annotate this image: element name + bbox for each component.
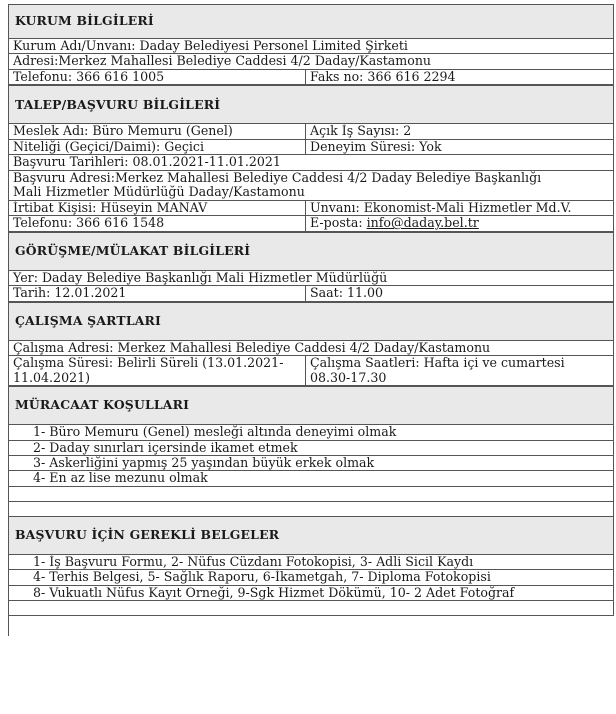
section-header-muracaat: [8, 386, 614, 424]
spacer: [8, 616, 614, 636]
list-item: [8, 471, 614, 486]
table-row: [8, 155, 614, 170]
kurum-adres: Adresi:Merkez Mahallesi Belediye Caddesi 4/2 Daday/Kastamonu: [13, 54, 432, 69]
belge-item-2: 4- Terhis Belgesi, 5- Sağlık Raporu, 6-İkametgah, 7- Diploma Fotokopisi: [33, 570, 491, 585]
unvani: Unvanı: Ekonomist-Mali Hizmetler Md.V.: [310, 200, 572, 215]
section-title: KURUM BİLGİLERİ: [15, 13, 154, 29]
eposta-cell: [306, 216, 613, 230]
list-item: [8, 586, 614, 601]
muracaat-item-4: 4- En az lise mezunu olmak: [33, 471, 208, 486]
document: [8, 4, 614, 636]
section-title: ÇALIŞMA ŞARTLARI: [15, 312, 162, 328]
calisma-adresi: Çalışma Adresi: Merkez Mahallesi Belediye Caddesi 4/2 Daday/Kastamonu: [13, 340, 491, 355]
muracaat-item-2: 2- Daday sınırları içersinde ikamet etmek: [33, 440, 298, 455]
talep-telefon: Telefonu: 366 616 1548: [9, 216, 306, 230]
table-row: [8, 70, 614, 85]
niteligi: Niteliği (Geçici/Daimi): Geçici: [9, 140, 306, 154]
deneyim-suresi: Deneyim Süresi: Yok: [310, 139, 442, 154]
calisma-suresi-line-2: 11.04.2021): [13, 369, 91, 385]
eposta-label: E-posta:: [310, 216, 367, 231]
section-header-belgeler: [8, 516, 614, 554]
list-item: [8, 424, 614, 440]
calisma-suresi-line-1: Çalışma Süresi: Belirli Süreli (13.01.2021-: [13, 356, 284, 371]
empty-row: [8, 601, 614, 616]
calisma-suresi: [9, 356, 306, 385]
gorusme-tarih: Tarih: 12.01.2021: [9, 286, 306, 300]
table-row: [8, 356, 614, 386]
kurum-telefon: Telefonu: 366 616 1005: [9, 70, 306, 84]
calisma-saatleri: [306, 356, 613, 385]
list-item: [8, 441, 614, 456]
kurum-adi: Kurum Adı/Unvanı: Daday Belediyesi Personel Limited Şirketi: [13, 39, 408, 53]
table-row: [8, 270, 614, 286]
list-item: [8, 456, 614, 471]
empty-row: [8, 487, 614, 502]
gorusme-yer: Yer: Daday Belediye Başkanlığı Mali Hizmetler Müdürlüğü: [13, 270, 388, 285]
belge-item-1: 1- İş Başvuru Formu, 2- Nüfus Cüzdanı Fotokopisi, 3- Adli Sicil Kaydı: [33, 554, 474, 569]
section-title: MÜRACAAT KOŞULLARI: [15, 397, 190, 413]
section-title: BAŞVURU İÇİN GEREKLİ BELGELER: [15, 527, 280, 543]
basvuru-adresi-line-2: Mali Hizmetler Müdürlüğü Daday/Kastamonu: [13, 184, 305, 200]
section-header-talep: [8, 85, 614, 123]
spacer: [8, 502, 614, 516]
list-item: [8, 554, 614, 570]
basvuru-adresi-line-1: Başvuru Adresi:Merkez Mahallesi Belediye Caddesi 4/2 Daday Belediye Başkanlığı: [13, 170, 542, 185]
table-row: [8, 340, 614, 356]
section-header-gorusme: [8, 232, 614, 270]
muracaat-item-1: 1- Büro Memuru (Genel) mesleği altında deneyimi olmak: [33, 425, 397, 440]
muracaat-item-3: 3- Askerliğini yapmış 25 yaşından büyük erkek olmak: [33, 455, 375, 470]
gorusme-saat: Saat: 11.00: [310, 286, 384, 301]
irtibat-kisisi: İrtibat Kişisi: Hüseyin MANAV: [9, 201, 306, 215]
table-row: [8, 38, 614, 54]
eposta-link[interactable]: info@daday.bel.tr: [366, 216, 479, 231]
meslek-adi: Meslek Adı: Büro Memuru (Genel): [9, 124, 306, 138]
table-row: [8, 123, 614, 139]
belge-item-3: 8- Vukuatlı Nüfus Kayıt Örneği, 9-Sgk Hizmet Dökümü, 10- 2 Adet Fotoğraf: [33, 585, 515, 600]
calisma-saatleri-line-2: 08.30-17.30: [310, 369, 387, 385]
table-row: [8, 171, 614, 201]
section-title: TALEP/BAŞVURU BİLGİLERİ: [15, 96, 221, 112]
table-row: [8, 286, 614, 301]
table-row: [8, 54, 614, 69]
list-item: [8, 570, 614, 585]
section-title: GÖRÜŞME/MÜLAKAT BİLGİLERİ: [15, 243, 251, 259]
section-header-calisma: [8, 302, 614, 340]
basvuru-tarihleri: Başvuru Tarihleri: 08.01.2021-11.01.2021: [13, 155, 281, 170]
table-row: [8, 140, 614, 155]
kurum-faks: Faks no: 366 616 2294: [310, 69, 456, 84]
basvuru-adresi: [9, 171, 613, 200]
table-row: [8, 201, 614, 216]
section-header-kurum: [8, 4, 614, 38]
calisma-saatleri-line-1: Çalışma Saatleri: Hafta içi ve cumartesi: [310, 356, 565, 371]
table-row: [8, 216, 614, 231]
acik-is-sayisi: Açık İş Sayısı: 2: [310, 124, 412, 139]
